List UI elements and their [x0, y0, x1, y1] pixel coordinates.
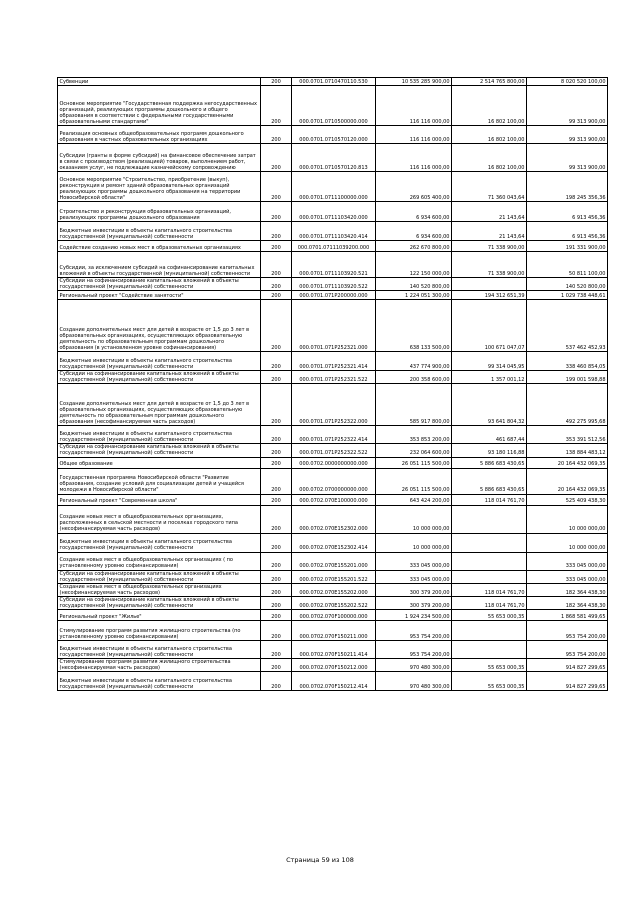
row-executed-amount: 5 886 683 430,65: [452, 457, 527, 468]
row-name: Бюджетные инвестиции в объекты капитального строительства государственной (муниципальной) собственности: [58, 222, 261, 241]
row-executed-amount: 2 514 765 800,00: [452, 78, 527, 86]
row-admin-code: 200: [261, 222, 292, 241]
row-approved-amount: 269 605 400,00: [376, 172, 452, 202]
row-classification-code: 000.0701.0710570120.813: [292, 144, 376, 172]
row-remaining-amount: 953 754 200,00: [527, 641, 608, 659]
table-row: [58, 672, 608, 691]
row-admin-code: 200: [261, 241, 292, 252]
table-row: [58, 222, 608, 241]
row-admin-code: 200: [261, 278, 292, 291]
row-executed-amount: 21 143,64: [452, 222, 527, 241]
row-executed-amount: 71 338 900,00: [452, 252, 527, 278]
row-admin-code: 200: [261, 371, 292, 384]
page-footer: Страница 59 из 108: [286, 856, 354, 864]
table-row: [58, 570, 608, 583]
table-row: [58, 533, 608, 552]
row-classification-code: 000.0701.071P252322.414: [292, 426, 376, 444]
row-admin-code: 200: [261, 78, 292, 86]
row-remaining-amount: 198 245 356,36: [527, 172, 608, 202]
row-classification-code: 000.0702.070F150211.000: [292, 621, 376, 641]
budget-table: [57, 77, 608, 691]
row-admin-code: 200: [261, 444, 292, 457]
row-executed-amount: 99 314 045,95: [452, 352, 527, 371]
row-executed-amount: 93 641 804,32: [452, 384, 527, 426]
row-executed-amount: 16 802 100,00: [452, 126, 527, 144]
row-remaining-amount: 199 001 598,88: [527, 371, 608, 384]
table-row: [58, 291, 608, 300]
row-approved-amount: 116 116 000,00: [376, 86, 452, 126]
row-name: Субсидии (гранты в форме субсидий) на финансовое обеспечение затрат в связи с производством (реализацией) товаров, выполнением работ, оказанием услуг, не подлежащие казначейскому сопровождению: [58, 144, 261, 172]
row-admin-code: 200: [261, 352, 292, 371]
row-approved-amount: 333 045 000,00: [376, 552, 452, 570]
row-approved-amount: 140 520 800,00: [376, 278, 452, 291]
row-admin-code: 200: [261, 252, 292, 278]
row-admin-code: 200: [261, 570, 292, 583]
row-classification-code: 000.0701.0710500000.000: [292, 86, 376, 126]
row-classification-code: 000.0702.070E152302.000: [292, 505, 376, 533]
row-executed-amount: 194 312 651,39: [452, 291, 527, 300]
row-name: Реализация основных общеобразовательных программ дошкольного образования в частных образовательных организациях: [58, 126, 261, 144]
row-approved-amount: 953 754 200,00: [376, 641, 452, 659]
row-remaining-amount: 10 000 000,00: [527, 505, 608, 533]
row-approved-amount: 262 670 800,00: [376, 241, 452, 252]
row-approved-amount: 333 045 000,00: [376, 570, 452, 583]
row-admin-code: 200: [261, 144, 292, 172]
row-executed-amount: 461 687,44: [452, 426, 527, 444]
row-remaining-amount: 20 164 432 069,35: [527, 457, 608, 468]
row-classification-code: 000.0702.070F100000.000: [292, 610, 376, 621]
row-remaining-amount: 1 029 738 448,61: [527, 291, 608, 300]
row-classification-code: 000.0702.070E155201.522: [292, 570, 376, 583]
row-classification-code: 000.0701.07111039200.000: [292, 241, 376, 252]
row-classification-code: 000.0702.070E100000.000: [292, 494, 376, 505]
table-row: [58, 494, 608, 505]
row-name: Субсидии, за исключением субсидий на софинансирование капитальных вложений в объекты государственной (муниципальной) собственности: [58, 252, 261, 278]
row-approved-amount: 10 535 285 900,00: [376, 78, 452, 86]
row-classification-code: 000.0701.0711100000.000: [292, 172, 376, 202]
row-classification-code: 000.0702.0000000000.000: [292, 457, 376, 468]
row-executed-amount: [452, 570, 527, 583]
row-admin-code: 200: [261, 172, 292, 202]
table-row: [58, 252, 608, 278]
row-executed-amount: 71 360 043,64: [452, 172, 527, 202]
row-name: Содействие созданию новых мест в образовательных организациях: [58, 241, 261, 252]
row-admin-code: 200: [261, 494, 292, 505]
row-name: Субсидии на софинансирование капитальных вложений в объекты государственной (муниципальной) собственности: [58, 371, 261, 384]
row-approved-amount: 1 924 234 500,00: [376, 610, 452, 621]
row-admin-code: 200: [261, 468, 292, 494]
row-executed-amount: [452, 641, 527, 659]
row-admin-code: 200: [261, 505, 292, 533]
table-row: [58, 371, 608, 384]
row-approved-amount: 10 000 000,00: [376, 533, 452, 552]
row-approved-amount: 10 000 000,00: [376, 505, 452, 533]
row-approved-amount: 200 358 600,00: [376, 371, 452, 384]
row-executed-amount: 16 802 100,00: [452, 144, 527, 172]
row-approved-amount: 638 133 500,00: [376, 300, 452, 352]
row-classification-code: 000.0701.0711103420.414: [292, 222, 376, 241]
row-classification-code: 000.0701.071P200000.000: [292, 291, 376, 300]
row-remaining-amount: 20 164 432 069,35: [527, 468, 608, 494]
table-row: [58, 426, 608, 444]
row-executed-amount: 21 143,64: [452, 202, 527, 222]
row-name: Субсидии на софинансирование капитальных вложений в объекты государственной (муниципальной) собственности: [58, 570, 261, 583]
row-remaining-amount: 6 913 456,36: [527, 202, 608, 222]
row-name: Региональный проект "Жилье": [58, 610, 261, 621]
row-name: Региональный проект "Современная школа": [58, 494, 261, 505]
table-row: [58, 352, 608, 371]
row-classification-code: 000.0702.070F150212.414: [292, 672, 376, 691]
row-name: Субсидии на софинансирование капитальных вложений в объекты государственной (муниципальной) собственности: [58, 444, 261, 457]
row-classification-code: 000.0702.070E152302.414: [292, 533, 376, 552]
row-name: Бюджетные инвестиции в объекты капитального строительства государственной (муниципальной) собственности: [58, 533, 261, 552]
row-classification-code: 000.0701.071P252321.522: [292, 371, 376, 384]
row-classification-code: 000.0702.070E155202.000: [292, 583, 376, 596]
table-row: [58, 621, 608, 641]
row-admin-code: 200: [261, 300, 292, 352]
row-admin-code: 200: [261, 641, 292, 659]
row-admin-code: 200: [261, 384, 292, 426]
row-remaining-amount: 182 364 438,30: [527, 596, 608, 609]
table-row: [58, 78, 608, 86]
row-remaining-amount: 138 884 483,12: [527, 444, 608, 457]
row-name: Субвенции: [58, 78, 261, 86]
row-executed-amount: 1 357 001,12: [452, 371, 527, 384]
table-row: [58, 241, 608, 252]
row-name: Создание дополнительных мест для детей в возрасте от 1,5 до 3 лет в образовательных организациях, осуществляющих образовательную деятельность по образовательным программам дошкольного образования (в установленном уровне софинансирования): [58, 300, 261, 352]
row-admin-code: 200: [261, 621, 292, 641]
row-name: Стимулирование программ развития жилищного строительства (по установленному уровню софинансирования): [58, 621, 261, 641]
row-classification-code: 000.0701.0711103420.000: [292, 202, 376, 222]
row-classification-code: 000.0702.070E155202.522: [292, 596, 376, 609]
table-row: [58, 552, 608, 570]
row-classification-code: 000.0702.070F150212.000: [292, 659, 376, 672]
row-approved-amount: 122 150 000,00: [376, 252, 452, 278]
row-remaining-amount: 99 313 900,00: [527, 86, 608, 126]
row-name: Создание новых мест в общеобразовательных организациях, расположенных в сельской местности и поселках городского типа (несофинансируемая часть расходов): [58, 505, 261, 533]
row-name: Региональный проект "Содействие занятости": [58, 291, 261, 300]
table-row: [58, 300, 608, 352]
row-admin-code: 200: [261, 86, 292, 126]
row-approved-amount: 26 051 115 500,00: [376, 457, 452, 468]
table-row: [58, 384, 608, 426]
row-remaining-amount: 537 462 452,93: [527, 300, 608, 352]
row-name: Субсидии на софинансирование капитальных вложений в объекты государственной (муниципальной) собственности: [58, 596, 261, 609]
row-executed-amount: 100 671 047,07: [452, 300, 527, 352]
row-admin-code: 200: [261, 583, 292, 596]
row-name: Создание дополнительных мест для детей в возрасте от 1,5 до 3 лет в образовательных организациях, осуществляющих образовательную деятельность по образовательным программам дошкольного образования (несофинансируемая часть расходов): [58, 384, 261, 426]
row-name: Основное мероприятие "Строительство, приобретение (выкуп), реконструкция и ремонт зданий образовательных организаций реализующих программы дошкольного образования на территории Новосибирской области": [58, 172, 261, 202]
row-admin-code: 200: [261, 552, 292, 570]
row-approved-amount: 970 480 300,00: [376, 672, 452, 691]
row-remaining-amount: 10 000 000,00: [527, 533, 608, 552]
row-remaining-amount: 50 811 100,00: [527, 252, 608, 278]
row-executed-amount: [452, 278, 527, 291]
row-name: Бюджетные инвестиции в объекты капитального строительства государственной (муниципальной) собственности: [58, 352, 261, 371]
row-approved-amount: 953 754 200,00: [376, 621, 452, 641]
table-row: [58, 444, 608, 457]
row-name: Бюджетные инвестиции в объекты капитального строительства государственной (муниципальной) собственности: [58, 641, 261, 659]
row-admin-code: 200: [261, 596, 292, 609]
row-classification-code: 000.0701.0711103920.521: [292, 252, 376, 278]
row-name: Государственная программа Новосибирской области "Развитие образования, создание условий для социализации детей и учащейся молодежи в Новосибирской области": [58, 468, 261, 494]
row-approved-amount: 116 116 000,00: [376, 144, 452, 172]
row-remaining-amount: 333 045 000,00: [527, 552, 608, 570]
row-name: Бюджетные инвестиции в объекты капитального строительства государственной (муниципальной) собственности: [58, 672, 261, 691]
row-approved-amount: 437 774 900,00: [376, 352, 452, 371]
row-remaining-amount: 1 868 581 499,65: [527, 610, 608, 621]
table-row: [58, 468, 608, 494]
row-name: Субсидии на софинансирование капитальных вложений в объекты государственной (муниципальной) собственности: [58, 278, 261, 291]
row-classification-code: 000.0701.071P252321.000: [292, 300, 376, 352]
row-classification-code: 000.0701.071P252322.000: [292, 384, 376, 426]
table-row: [58, 596, 608, 609]
row-remaining-amount: 525 409 438,30: [527, 494, 608, 505]
row-remaining-amount: 338 460 854,05: [527, 352, 608, 371]
row-approved-amount: 300 379 200,00: [376, 596, 452, 609]
row-name: Создание новых мест в общеобразовательных организациях (несофинансируемая часть расходов): [58, 583, 261, 596]
row-executed-amount: [452, 505, 527, 533]
row-classification-code: 000.0701.071P252322.522: [292, 444, 376, 457]
row-name: Стимулирование программ развития жилищного строительства (несофинансируемая часть расходов): [58, 659, 261, 672]
row-remaining-amount: 353 391 512,56: [527, 426, 608, 444]
row-remaining-amount: 492 275 995,68: [527, 384, 608, 426]
row-remaining-amount: 99 313 900,00: [527, 144, 608, 172]
row-approved-amount: 6 934 600,00: [376, 202, 452, 222]
row-executed-amount: [452, 552, 527, 570]
row-remaining-amount: 6 913 456,36: [527, 222, 608, 241]
row-name: Бюджетные инвестиции в объекты капитального строительства государственной (муниципальной) собственности: [58, 426, 261, 444]
budget-table-body: [58, 78, 608, 691]
table-row: [58, 126, 608, 144]
row-classification-code: 000.0701.0710470110.530: [292, 78, 376, 86]
row-remaining-amount: 182 364 438,30: [527, 583, 608, 596]
row-executed-amount: 55 653 000,35: [452, 610, 527, 621]
row-remaining-amount: 8 020 520 100,00: [527, 78, 608, 86]
table-row: [58, 86, 608, 126]
row-classification-code: 000.0702.070F150211.414: [292, 641, 376, 659]
row-executed-amount: 55 653 000,35: [452, 672, 527, 691]
table-row: [58, 202, 608, 222]
row-executed-amount: 16 802 100,00: [452, 86, 527, 126]
row-classification-code: 000.0701.0711103920.522: [292, 278, 376, 291]
row-executed-amount: [452, 533, 527, 552]
row-remaining-amount: 140 520 800,00: [527, 278, 608, 291]
row-approved-amount: 116 116 000,00: [376, 126, 452, 144]
row-approved-amount: 232 064 600,00: [376, 444, 452, 457]
row-executed-amount: 118 014 761,70: [452, 583, 527, 596]
row-remaining-amount: 333 045 000,00: [527, 570, 608, 583]
table-row: [58, 457, 608, 468]
row-executed-amount: 5 886 683 430,65: [452, 468, 527, 494]
table-row: [58, 659, 608, 672]
row-approved-amount: 1 224 051 300,00: [376, 291, 452, 300]
table-row: [58, 641, 608, 659]
row-executed-amount: 71 338 900,00: [452, 241, 527, 252]
row-admin-code: 200: [261, 202, 292, 222]
table-row: [58, 278, 608, 291]
row-admin-code: 200: [261, 672, 292, 691]
row-admin-code: 200: [261, 533, 292, 552]
row-admin-code: 200: [261, 457, 292, 468]
table-row: [58, 583, 608, 596]
row-classification-code: 000.0702.0700000000.000: [292, 468, 376, 494]
row-admin-code: 200: [261, 126, 292, 144]
row-admin-code: 200: [261, 659, 292, 672]
table-row: [58, 505, 608, 533]
row-approved-amount: 6 934 600,00: [376, 222, 452, 241]
row-approved-amount: 353 853 200,00: [376, 426, 452, 444]
row-name: Общее образование: [58, 457, 261, 468]
row-approved-amount: 970 480 300,00: [376, 659, 452, 672]
row-executed-amount: 93 180 116,88: [452, 444, 527, 457]
row-name: Основное мероприятие "Государственная поддержка негосударственных организаций, реализующих программы дошкольного и общего образования в соответствии с федеральными государственными образовательными стандартами": [58, 86, 261, 126]
row-classification-code: 000.0702.070E155201.000: [292, 552, 376, 570]
row-remaining-amount: 914 827 299,65: [527, 672, 608, 691]
row-admin-code: 200: [261, 610, 292, 621]
table-row: [58, 172, 608, 202]
row-remaining-amount: 914 827 299,65: [527, 659, 608, 672]
table-row: [58, 144, 608, 172]
table-row: [58, 610, 608, 621]
row-executed-amount: 55 653 000,35: [452, 659, 527, 672]
row-admin-code: 200: [261, 291, 292, 300]
row-classification-code: 000.0701.0710570120.000: [292, 126, 376, 144]
row-remaining-amount: 99 313 900,00: [527, 126, 608, 144]
row-approved-amount: 585 917 800,00: [376, 384, 452, 426]
row-approved-amount: 643 424 200,00: [376, 494, 452, 505]
row-name: Строительство и реконструкция образовательных организаций, реализующих программы дошкольного образования: [58, 202, 261, 222]
row-admin-code: 200: [261, 426, 292, 444]
row-executed-amount: [452, 621, 527, 641]
row-remaining-amount: 191 331 900,00: [527, 241, 608, 252]
row-approved-amount: 300 379 200,00: [376, 583, 452, 596]
row-classification-code: 000.0701.071P252321.414: [292, 352, 376, 371]
row-executed-amount: 118 014 761,70: [452, 494, 527, 505]
row-name: Создание новых мест в общеобразовательных организациях ( по установленному уровню софинансирования): [58, 552, 261, 570]
row-remaining-amount: 953 754 200,00: [527, 621, 608, 641]
row-executed-amount: 118 014 761,70: [452, 596, 527, 609]
row-approved-amount: 26 051 115 500,00: [376, 468, 452, 494]
